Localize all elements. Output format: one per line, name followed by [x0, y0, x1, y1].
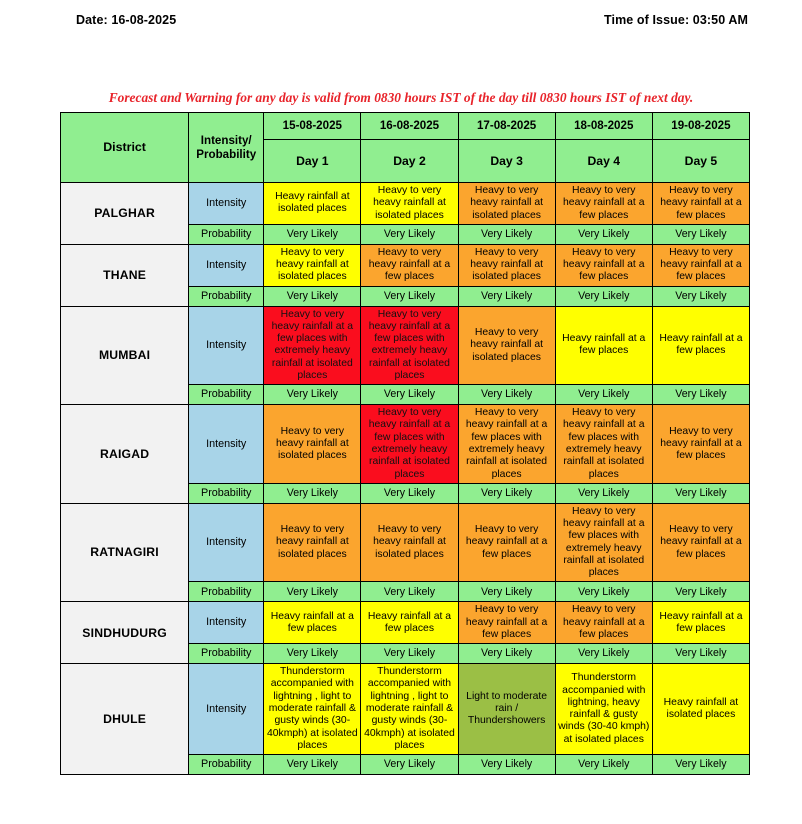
row-label-probability: Probability [189, 582, 264, 602]
probability-cell-palghar-day4: Very Likely [555, 224, 652, 244]
intensity-cell-ratnagiri-day3: Heavy to very heavy rainfall at a few places [458, 503, 555, 582]
row-label-intensity: Intensity [189, 503, 264, 582]
probability-cell-thane-day3: Very Likely [458, 286, 555, 306]
probability-cell-raigad-day4: Very Likely [555, 483, 652, 503]
forecast-warning-table [60, 112, 750, 775]
probability-cell-ratnagiri-day3: Very Likely [458, 582, 555, 602]
row-label-probability: Probability [189, 286, 264, 306]
table-row [61, 602, 750, 644]
intensity-cell-sindhudurg-day4: Heavy to very heavy rainfall at a few places [555, 602, 652, 644]
intensity-cell-thane-day5: Heavy to very heavy rainfall at a few places [652, 244, 749, 286]
probability-cell-raigad-day5: Very Likely [652, 483, 749, 503]
probability-cell-mumbai-day5: Very Likely [652, 385, 749, 405]
intensity-cell-raigad-day2: Heavy to very heavy rainfall at a few places with extremely heavy rainfall at isolated places [361, 405, 458, 484]
row-label-intensity: Intensity [189, 602, 264, 644]
probability-cell-dhule-day3: Very Likely [458, 755, 555, 775]
district-name-mumbai: MUMBAI [61, 306, 189, 405]
intensity-cell-thane-day2: Heavy to very heavy rainfall at a few places [361, 244, 458, 286]
issue-time-label: Time of Issue: 03:50 AM [603, 13, 748, 27]
intensity-cell-raigad-day3: Heavy to very heavy rainfall at a few places with extremely heavy rainfall at isolated places [458, 405, 555, 484]
district-name-dhule: DHULE [61, 664, 189, 775]
probability-cell-raigad-day1: Very Likely [264, 483, 361, 503]
intensity-cell-palghar-day3: Heavy to very heavy rainfall at isolated places [458, 183, 555, 225]
district-name-thane: THANE [61, 244, 189, 306]
row-label-intensity: Intensity [189, 244, 264, 286]
row-label-probability: Probability [189, 385, 264, 405]
probability-cell-dhule-day2: Very Likely [361, 755, 458, 775]
header-day5: Day 5 [652, 140, 749, 183]
intensity-cell-thane-day4: Heavy to very heavy rainfall at a few places [555, 244, 652, 286]
probability-cell-palghar-day5: Very Likely [652, 224, 749, 244]
header-intensity-probability: Intensity/ Probability [189, 113, 264, 183]
probability-cell-palghar-day2: Very Likely [361, 224, 458, 244]
table-row [61, 183, 750, 225]
probability-cell-palghar-day3: Very Likely [458, 224, 555, 244]
intensity-cell-raigad-day1: Heavy to very heavy rainfall at isolated places [264, 405, 361, 484]
probability-cell-dhule-day1: Very Likely [264, 755, 361, 775]
intensity-cell-sindhudurg-day5: Heavy rainfall at a few places [652, 602, 749, 644]
probability-cell-ratnagiri-day5: Very Likely [652, 582, 749, 602]
table-row [61, 244, 750, 286]
intensity-cell-ratnagiri-day2: Heavy to very heavy rainfall at isolated places [361, 503, 458, 582]
probability-cell-sindhudurg-day5: Very Likely [652, 644, 749, 664]
intensity-cell-ratnagiri-day4: Heavy to very heavy rainfall at a few places with extremely heavy rainfall at isolated places [555, 503, 652, 582]
probability-cell-raigad-day2: Very Likely [361, 483, 458, 503]
intensity-cell-dhule-day2: Thunderstorm accompanied with lightning , light to moderate rainfall & gusty winds (30-40kmph) at isolated places [361, 664, 458, 755]
district-name-raigad: RAIGAD [61, 405, 189, 504]
probability-cell-ratnagiri-day2: Very Likely [361, 582, 458, 602]
header-row-dates [61, 113, 750, 140]
header-date-day1: 15-08-2025 [264, 113, 361, 140]
probability-cell-mumbai-day3: Very Likely [458, 385, 555, 405]
table-row [61, 503, 750, 582]
table-row [61, 405, 750, 484]
probability-cell-mumbai-day4: Very Likely [555, 385, 652, 405]
probability-cell-sindhudurg-day4: Very Likely [555, 644, 652, 664]
probability-cell-thane-day4: Very Likely [555, 286, 652, 306]
row-label-probability: Probability [189, 483, 264, 503]
intensity-cell-palghar-day1: Heavy rainfall at isolated places [264, 183, 361, 225]
probability-cell-mumbai-day2: Very Likely [361, 385, 458, 405]
probability-cell-dhule-day4: Very Likely [555, 755, 652, 775]
header-day3: Day 3 [458, 140, 555, 183]
probability-cell-sindhudurg-day3: Very Likely [458, 644, 555, 664]
intensity-cell-raigad-day4: Heavy to very heavy rainfall at a few places with extremely heavy rainfall at isolated places [555, 405, 652, 484]
header-date-day4: 18-08-2025 [555, 113, 652, 140]
intensity-cell-dhule-day3: Light to moderate rain / Thundershowers [458, 664, 555, 755]
row-label-intensity: Intensity [189, 405, 264, 484]
validity-note: Forecast and Warning for any day is valid from 0830 hours IST of the day till 0830 hours IST of next day. [108, 90, 694, 105]
header-day4: Day 4 [555, 140, 652, 183]
intensity-cell-mumbai-day3: Heavy to very heavy rainfall at isolated places [458, 306, 555, 385]
intensity-cell-thane-day1: Heavy to very heavy rainfall at isolated places [264, 244, 361, 286]
row-label-probability: Probability [189, 644, 264, 664]
probability-cell-thane-day2: Very Likely [361, 286, 458, 306]
intensity-cell-sindhudurg-day3: Heavy to very heavy rainfall at a few places [458, 602, 555, 644]
row-label-intensity: Intensity [189, 664, 264, 755]
probability-cell-ratnagiri-day1: Very Likely [264, 582, 361, 602]
probability-cell-thane-day1: Very Likely [264, 286, 361, 306]
intensity-cell-palghar-day5: Heavy to very heavy rainfall at a few places [652, 183, 749, 225]
intensity-cell-sindhudurg-day1: Heavy rainfall at a few places [264, 602, 361, 644]
header-day1: Day 1 [264, 140, 361, 183]
district-name-palghar: PALGHAR [61, 183, 189, 245]
header-date-day5: 19-08-2025 [652, 113, 749, 140]
intensity-cell-mumbai-day4: Heavy rainfall at a few places [555, 306, 652, 385]
table-header [61, 113, 750, 183]
probability-cell-raigad-day3: Very Likely [458, 483, 555, 503]
page-meta-bar [0, 8, 802, 32]
district-name-sindhudurg: SINDHUDURG [61, 602, 189, 664]
row-label-intensity: Intensity [189, 306, 264, 385]
intensity-cell-sindhudurg-day2: Heavy rainfall at a few places [361, 602, 458, 644]
header-day2: Day 2 [361, 140, 458, 183]
table-row [61, 664, 750, 755]
row-label-probability: Probability [189, 224, 264, 244]
intensity-cell-raigad-day5: Heavy to very heavy rainfall at a few places [652, 405, 749, 484]
probability-cell-sindhudurg-day1: Very Likely [264, 644, 361, 664]
intensity-cell-mumbai-day2: Heavy to very heavy rainfall at a few places with extremely heavy rainfall at isolated places [361, 306, 458, 385]
intensity-cell-thane-day3: Heavy to very heavy rainfall at isolated places [458, 244, 555, 286]
probability-cell-palghar-day1: Very Likely [264, 224, 361, 244]
district-name-ratnagiri: RATNAGIRI [61, 503, 189, 602]
intensity-cell-dhule-day4: Thunderstorm accompanied with lightning, heavy rainfall & gusty winds (30-40 kmph) at isolated places [555, 664, 652, 755]
probability-cell-sindhudurg-day2: Very Likely [361, 644, 458, 664]
issue-date-label: Date: 16-08-2025 [76, 13, 177, 27]
forecast-table-container [60, 112, 750, 775]
header-district: District [61, 113, 189, 183]
header-date-day2: 16-08-2025 [361, 113, 458, 140]
probability-cell-mumbai-day1: Very Likely [264, 385, 361, 405]
probability-cell-dhule-day5: Very Likely [652, 755, 749, 775]
intensity-cell-palghar-day2: Heavy to very heavy rainfall at isolated places [361, 183, 458, 225]
table-row [61, 306, 750, 385]
row-label-probability: Probability [189, 755, 264, 775]
probability-cell-thane-day5: Very Likely [652, 286, 749, 306]
intensity-cell-ratnagiri-day1: Heavy to very heavy rainfall at isolated places [264, 503, 361, 582]
table-body [61, 183, 750, 775]
header-date-day3: 17-08-2025 [458, 113, 555, 140]
intensity-cell-palghar-day4: Heavy to very heavy rainfall at a few places [555, 183, 652, 225]
row-label-intensity: Intensity [189, 183, 264, 225]
intensity-cell-mumbai-day5: Heavy rainfall at a few places [652, 306, 749, 385]
intensity-cell-dhule-day5: Heavy rainfall at isolated places [652, 664, 749, 755]
probability-cell-ratnagiri-day4: Very Likely [555, 582, 652, 602]
intensity-cell-dhule-day1: Thunderstorm accompanied with lightning , light to moderate rainfall & gusty winds (30-40kmph) at isolated places [264, 664, 361, 755]
intensity-cell-ratnagiri-day5: Heavy to very heavy rainfall at a few places [652, 503, 749, 582]
intensity-cell-mumbai-day1: Heavy to very heavy rainfall at a few places with extremely heavy rainfall at isolated places [264, 306, 361, 385]
